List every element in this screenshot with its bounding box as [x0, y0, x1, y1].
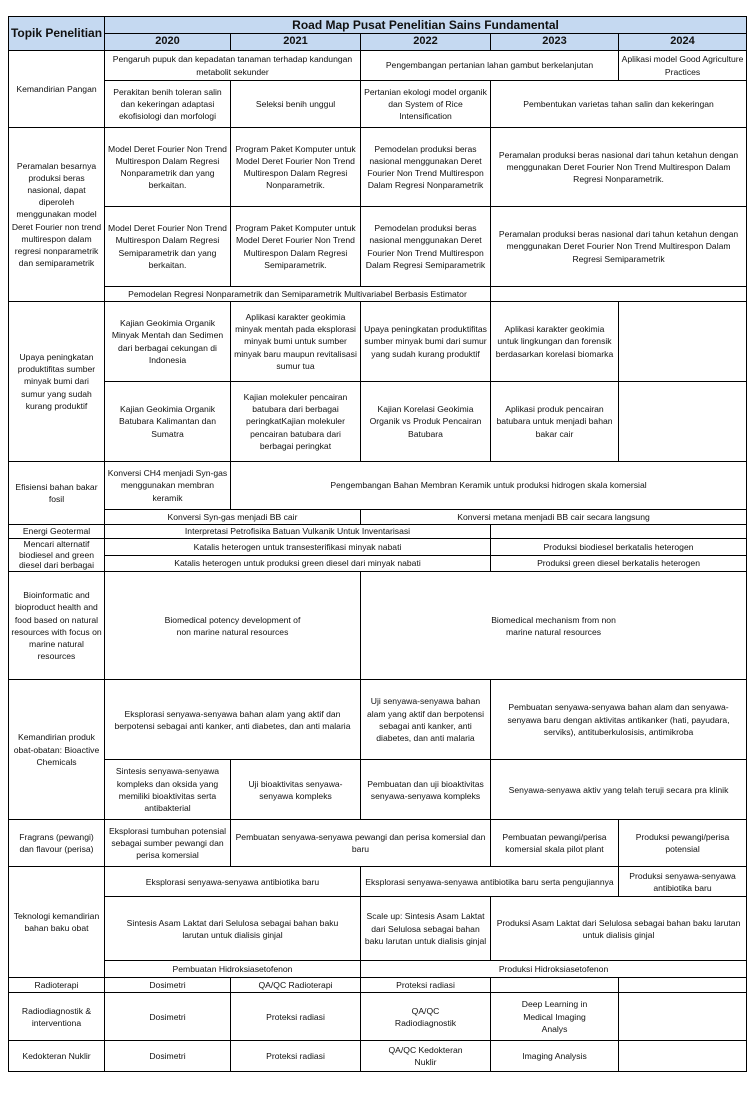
table-cell: Sintesis Asam Laktat dari Selulosa sebagai bahan baku larutan untuk dialisis ginjal: [105, 897, 361, 961]
table-cell: Seleksi benih unggul: [231, 81, 361, 128]
table-cell: Program Paket Komputer untuk Model Deret Fourier Non Trend Multirespon Dalam Regresi Nonparametrik.: [231, 128, 361, 207]
table-cell: Eksplorasi senyawa-senyawa antibiotika baru serta pengujiannya: [361, 867, 619, 897]
roadmap-table: [8, 16, 747, 1072]
table-cell: Uji senyawa-senyawa bahan alam yang aktif dan berpotensi sebagai anti kanker, anti diabetes, dan anti malaria: [361, 680, 491, 760]
table-title: Road Map Pusat Penelitian Sains Fundamental: [105, 17, 747, 34]
table-cell-empty: [619, 382, 747, 462]
table-cell: QA/QC Kedokteran Nuklir: [361, 1041, 491, 1072]
topic-energi-geotermal: Energi Geotermal: [9, 525, 105, 539]
table-cell: Pembuatan senyawa-senyawa bahan alam dan senyawa-senyawa baru dengan aktivitas antikanker (hati, payudara, serviks), antituberkulosisis, antimikroba: [491, 680, 747, 760]
table-cell-empty: [491, 525, 747, 539]
table-cell: Peramalan produksi beras nasional dari tahun ketahun dengan menggunakan Deret Fourier Non Trend Multirespon Dalam Regresi Semiparametrik: [491, 207, 747, 287]
table-cell: Produksi green diesel berkatalis heterogen: [491, 555, 747, 572]
topic-kemandirian-pangan: Kemandirian Pangan: [9, 51, 105, 128]
table-cell: Model Deret Fourier Non Trend Multirespon Dalam Regresi Semiparametrik dan yang berkaitan.: [105, 207, 231, 287]
table-cell-empty: [619, 993, 747, 1041]
year-2022: 2022: [361, 34, 491, 51]
table-cell: Peramalan produksi beras nasional dari tahun ketahun dengan menggunakan Deret Fourier Non Trend Multirespon Dalam Regresi Nonparametrik.: [491, 128, 747, 207]
table-cell: Pembuatan Hidroksiasetofenon: [105, 961, 361, 978]
topic-efisiensi-bahan-bakar: Efisiensi bahan bakar fosil: [9, 462, 105, 525]
table-cell: Upaya peningkatan produktifitas sumber minyak bumi dari sumur yang sudah kurang produktif: [361, 302, 491, 382]
table-cell: Scale up: Sintesis Asam Laktat dari Selulosa sebagai bahan baku larutan untuk dialisis ginjal: [361, 897, 491, 961]
table-cell: Kajian Geokimia Organik Batubara Kalimantan dan Sumatra: [105, 382, 231, 462]
table-cell: Kajian molekuler pencairan batubara dari berbagai peringkatKajian molekuler pencairan batubara dari berbagai peringkat: [231, 382, 361, 462]
topic-bioinformatic: Bioinformatic and bioproduct health and food based on natural resources with focus on marine natural resources: [9, 572, 105, 680]
table-cell: Pengaruh pupuk dan kepadatan tanaman terhadap kandungan metabolit sekunder: [105, 51, 361, 81]
table-cell: Aplikasi produk pencairan batubara untuk menjadi bahan bakar cair: [491, 382, 619, 462]
year-2023: 2023: [491, 34, 619, 51]
table-cell: Produksi Asam Laktat dari Selulosa sebagai bahan baku larutan untuk dialisis ginjal: [491, 897, 747, 961]
table-cell: Pemodelan produksi beras nasional menggunakan Deret Fourier Non Trend Multirespon Dalam Regresi Nonparametrik: [361, 128, 491, 207]
topic-fragrans-flavour: Fragrans (pewangi) dan flavour (perisa): [9, 820, 105, 867]
topic-minyak-bumi: Upaya peningkatan produktifitas sumber minyak bumi dari sumur yang sudah kurang produktif: [9, 302, 105, 462]
table-cell: Pembentukan varietas tahan salin dan kekeringan: [491, 81, 747, 128]
table-cell-empty: [491, 287, 747, 302]
topic-header: Topik Penelitian: [9, 17, 105, 51]
table-cell: QA/QC Radiodiagnostik: [361, 993, 491, 1041]
table-cell: Senyawa-senyawa aktiv yang telah teruji secara pra klinik: [491, 760, 747, 820]
table-cell: Biomedical potency development of non marine natural resources: [105, 572, 361, 680]
topic-bioactive-chemicals: Kemandirian produk obat-obatan: Bioactive Chemicals: [9, 680, 105, 820]
table-cell: Program Paket Komputer untuk Model Deret Fourier Non Trend Multirespon Dalam Regresi Semiparametrik.: [231, 207, 361, 287]
table-cell: Imaging Analysis: [491, 1041, 619, 1072]
table-cell: Proteksi radiasi: [231, 993, 361, 1041]
table-cell: Produksi biodiesel berkatalis heterogen: [491, 539, 747, 556]
table-cell-empty: [619, 978, 747, 993]
table-cell: Pengembangan pertanian lahan gambut berkelanjutan: [361, 51, 619, 81]
table-cell: Aplikasi karakter geokimia untuk lingkungan dan forensik berdasarkan korelasi biomarka: [491, 302, 619, 382]
table-cell: Interpretasi Petrofisika Batuan Vulkanik Untuk Inventarisasi: [105, 525, 491, 539]
table-cell: Biomedical mechanism from non marine natural resources: [361, 572, 747, 680]
year-2024: 2024: [619, 34, 747, 51]
table-cell: QA/QC Radioterapi: [231, 978, 361, 993]
table-cell: Pemodelan Regresi Nonparametrik dan Semiparametrik Multivariabel Berbasis Estimator: [105, 287, 491, 302]
topic-radiodiagnostik: Radiodiagnostik & interventiona: [9, 993, 105, 1041]
table-cell: Deep Learning in Medical Imaging Analys: [491, 993, 619, 1041]
table-cell: Konversi metana menjadi BB cair secara langsung: [361, 510, 747, 525]
table-cell: Aplikasi karakter geokimia minyak mentah pada eksplorasi minyak bumi untuk sumber minyak baru maupun revitalisasi sumur tua: [231, 302, 361, 382]
table-cell: Eksplorasi senyawa-senyawa antibiotika baru: [105, 867, 361, 897]
table-cell: Konversi Syn-gas menjadi BB cair: [105, 510, 361, 525]
table-cell: Dosimetri: [105, 978, 231, 993]
table-cell: Perakitan benih toleran salin dan kekeringan adaptasi ekofisiologi dan morfologi: [105, 81, 231, 128]
table-cell: Proteksi radiasi: [231, 1041, 361, 1072]
table-cell: Eksplorasi senyawa-senyawa bahan alam yang aktif dan berpotensi sebagai anti kanker, anti diabetes, dan anti malaria: [105, 680, 361, 760]
year-2021: 2021: [231, 34, 361, 51]
table-cell-empty: [619, 1041, 747, 1072]
table-cell: Pemodelan produksi beras nasional menggunakan Deret Fourier Non Trend Multirespon Dalam Regresi Semiparametrik: [361, 207, 491, 287]
table-cell: Dosimetri: [105, 993, 231, 1041]
table-cell: Eksplorasi tumbuhan potensial sebagai sumber pewangi dan perisa komersial: [105, 820, 231, 867]
table-cell: Pembuatan dan uji bioaktivitas senyawa-senyawa kompleks: [361, 760, 491, 820]
table-cell-empty: [619, 302, 747, 382]
table-cell: Dosimetri: [105, 1041, 231, 1072]
table-cell: Produksi senyawa-senyawa antibiotika baru: [619, 867, 747, 897]
table-cell: Katalis heterogen untuk produksi green diesel dari minyak nabati: [105, 555, 491, 572]
table-cell: Produksi pewangi/perisa potensial: [619, 820, 747, 867]
table-cell-empty: [491, 978, 619, 993]
year-2020: 2020: [105, 34, 231, 51]
topic-peramalan-produksi-beras: Peramalan besarnya produksi beras nasional, dapat diperoleh menggunakan model Deret Fourier non trend multirespon dalam regresi nonparametrik dan semiparametrik: [9, 128, 105, 302]
table-cell: Model Deret Fourier Non Trend Multirespon Dalam Regresi Nonparametrik dan yang berkaitan.: [105, 128, 231, 207]
topic-radioterapi: Radioterapi: [9, 978, 105, 993]
table-cell: Sintesis senyawa-senyawa kompleks dan oksida yang memiliki bioaktivitas serta antibakterial: [105, 760, 231, 820]
table-cell: Produksi Hidroksiasetofenon: [361, 961, 747, 978]
table-cell: Pembuatan senyawa-senyawa pewangi dan perisa komersial dan baru: [231, 820, 491, 867]
table-cell: Pengembangan Bahan Membran Keramik untuk produksi hidrogen skala komersial: [231, 462, 747, 510]
topic-biodiesel-green-diesel: Mencari alternatif biodiesel and green diesel dari berbagai: [9, 539, 105, 572]
table-cell: Kajian Geokimia Organik Minyak Mentah dan Sedimen dari berbagai cekungan di Indonesia: [105, 302, 231, 382]
table-cell: Proteksi radiasi: [361, 978, 491, 993]
topic-teknologi-bahan-baku-obat: Teknologi kemandirian bahan baku obat: [9, 867, 105, 978]
table-cell: Aplikasi model Good Agriculture Practices: [619, 51, 747, 81]
table-cell: Kajian Korelasi Geokimia Organik vs Produk Pencairan Batubara: [361, 382, 491, 462]
table-cell: Katalis heterogen untuk transesterifikasi minyak nabati: [105, 539, 491, 556]
table-cell: Uji bioaktivitas senyawa-senyawa kompleks: [231, 760, 361, 820]
table-cell: Konversi CH4 menjadi Syn-gas menggunakan membran keramik: [105, 462, 231, 510]
topic-kedokteran-nuklir: Kedokteran Nuklir: [9, 1041, 105, 1072]
table-cell: Pertanian ekologi model organik dan System of Rice Intensification: [361, 81, 491, 128]
table-cell: Pembuatan pewangi/perisa komersial skala pilot plant: [491, 820, 619, 867]
